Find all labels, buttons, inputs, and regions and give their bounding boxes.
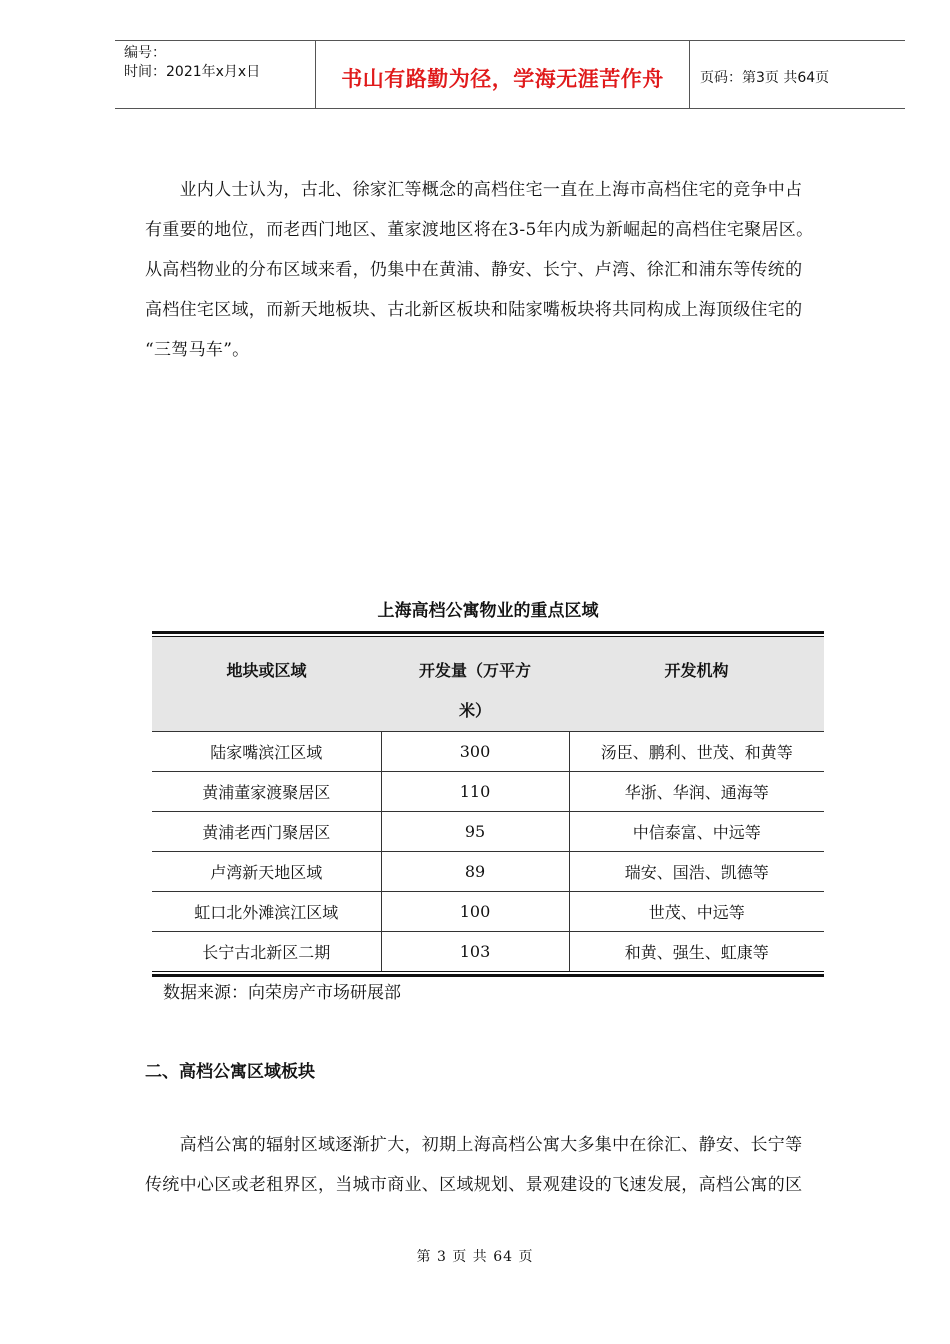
table-row [152, 852, 824, 892]
table-bottom-rule [152, 974, 824, 977]
cell-volume: 300 [381, 732, 569, 772]
cell-volume: 110 [381, 772, 569, 812]
cell-region: 陆家嘴滨江区域 [152, 732, 381, 772]
cell-region: 卢湾新天地区域 [152, 852, 381, 892]
table-bottom-thin-rule [152, 971, 824, 972]
table-row [152, 932, 824, 972]
section-title: 二、高档公寓区域板块 [145, 1062, 315, 1082]
table-row [152, 812, 824, 852]
data-source-note: 数据来源：向荣房产市场研展部 [163, 983, 401, 1003]
page-footer: 第 3 页 共 64 页 [416, 1249, 534, 1265]
cell-region: 黄浦老西门聚居区 [152, 812, 381, 852]
header-volume: 开发量（万平方 米） [381, 637, 569, 732]
table-title: 上海高档公寓物业的重点区域 [377, 601, 599, 621]
cell-region: 长宁古北新区二期 [152, 932, 381, 972]
table-row [152, 772, 824, 812]
cell-developers: 瑞安、国浩、凯德等 [569, 852, 824, 892]
header-page-info: 页码：第3页 共64页 [700, 70, 830, 86]
paragraph-2 [145, 1125, 885, 1205]
doc-number-label: 编号： [124, 45, 166, 61]
table-row [152, 892, 824, 932]
region-table [152, 631, 824, 977]
paragraph-line: 传统中心区或老租界区，当城市商业、区域规划、景观建设的飞速发展，高档公寓的区 [145, 1175, 803, 1195]
cell-volume: 95 [381, 812, 569, 852]
cell-region: 黄浦董家渡聚居区 [152, 772, 381, 812]
paragraph-line: “三驾马车”。 [145, 340, 250, 360]
paragraph-line: 高档公寓的辐射区域逐渐扩大，初期上海高档公寓大多集中在徐汇、静安、长宁等 [145, 1135, 803, 1155]
paragraph-line: 高档住宅区域，而新天地板块、古北新区板块和陆家嘴板块将共同构成上海顶级住宅的 [145, 300, 803, 320]
cell-volume: 100 [381, 892, 569, 932]
cell-region: 虹口北外滩滨江区域 [152, 892, 381, 932]
paragraph-line: 从高档物业的分布区域来看，仍集中在黄浦、静安、长宁、卢湾、徐汇和浦东等传统的 [145, 260, 803, 280]
cell-volume: 89 [381, 852, 569, 892]
cell-developers: 汤臣、鹏利、世茂、和黄等 [569, 732, 824, 772]
header-region: 地块或区域 [152, 637, 381, 732]
paragraph-line: 有重要的地位，而老西门地区、董家渡地区将在3-5年内成为新崛起的高档住宅聚居区。 [145, 220, 814, 240]
doc-time-label: 时间：2021年x月x日 [124, 64, 261, 80]
header-meta [115, 41, 316, 108]
paragraph-line: 业内人士认为，古北、徐家汇等概念的高档住宅一直在上海市高档住宅的竞争中占 [145, 180, 803, 200]
table-header-row [152, 637, 824, 732]
table-row [152, 732, 824, 772]
header-motto: 书山有路勤为径，学海无涯苦作舟 [341, 66, 664, 91]
cell-volume: 103 [381, 932, 569, 972]
page-header [115, 40, 905, 109]
header-page-cell [690, 41, 905, 108]
cell-developers: 和黄、强生、虹康等 [569, 932, 824, 972]
header-developers: 开发机构 [569, 637, 824, 732]
header-motto-cell [316, 41, 690, 108]
paragraph-1 [145, 170, 885, 370]
cell-developers: 世茂、中远等 [569, 892, 824, 932]
cell-developers: 中信泰富、中远等 [569, 812, 824, 852]
cell-developers: 华浙、华润、通海等 [569, 772, 824, 812]
